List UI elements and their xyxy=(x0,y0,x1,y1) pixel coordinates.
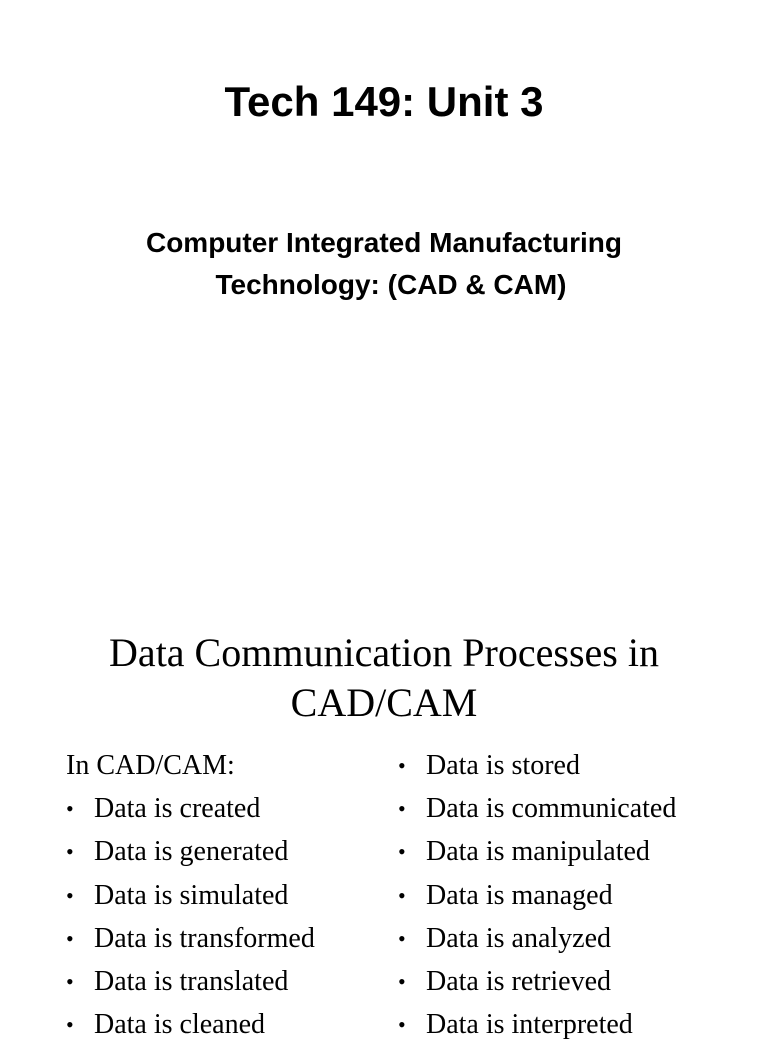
bullet-icon: • xyxy=(398,925,406,951)
list-item xyxy=(66,830,315,873)
list-item xyxy=(66,1003,315,1046)
bullet-icon: • xyxy=(66,882,74,908)
left-column xyxy=(66,744,315,1046)
list-item-text: Data is retrieved xyxy=(426,965,612,997)
left-bullet-list xyxy=(66,787,315,1046)
bullet-icon: • xyxy=(398,839,406,865)
bullet-icon: • xyxy=(398,968,406,994)
list-item-text: Data is managed xyxy=(426,879,613,911)
right-column xyxy=(398,744,676,1046)
bullet-icon: • xyxy=(66,1012,74,1038)
list-item xyxy=(398,960,676,1003)
list-item xyxy=(66,960,315,1003)
list-item xyxy=(398,1003,676,1046)
list-item-text: Data is stored xyxy=(426,750,580,781)
list-item-text: Data is analyzed xyxy=(426,922,612,954)
bullet-icon: • xyxy=(398,1012,406,1038)
bullet-icon: • xyxy=(66,968,74,994)
list-item xyxy=(66,787,315,830)
list-item-text: Data is cleaned xyxy=(94,1009,266,1041)
heading-line-2: CAD/CAM xyxy=(290,680,478,725)
slide-2-heading xyxy=(0,628,768,728)
right-bullet-list xyxy=(398,744,676,1046)
list-item-text: Data is manipulated xyxy=(426,836,650,868)
intro-text: In CAD/CAM: xyxy=(66,750,235,781)
list-item xyxy=(398,744,676,787)
list-item-text: Data is generated xyxy=(94,836,289,868)
list-item xyxy=(398,874,676,917)
subtitle-line-1: Computer Integrated Manufacturing xyxy=(145,227,622,258)
list-item-text: Data is transformed xyxy=(94,922,315,954)
bullet-icon: • xyxy=(398,753,406,778)
list-item-text: Data is simulated xyxy=(94,879,289,911)
bullet-icon: • xyxy=(66,796,74,822)
list-item-text: Data is created xyxy=(94,793,261,825)
list-item xyxy=(398,787,676,830)
list-item xyxy=(66,917,315,960)
list-item xyxy=(398,830,676,873)
subtitle-line-2: Technology: (CAD & CAM) xyxy=(215,269,567,300)
slide-data-communication xyxy=(0,576,768,1041)
bullet-icon: • xyxy=(66,925,74,951)
heading-line-1: Data Communication Processes in xyxy=(109,630,659,675)
list-item xyxy=(66,874,315,917)
list-item-text: Data is translated xyxy=(94,965,289,997)
bullet-icon: • xyxy=(66,839,74,865)
list-item-text: Data is interpreted xyxy=(426,1009,633,1041)
slide-subtitle xyxy=(0,222,768,306)
slide-title-heading: Tech 149: Unit 3 xyxy=(224,78,544,125)
bullet-icon: • xyxy=(398,796,406,822)
bullet-icon: • xyxy=(398,882,406,908)
list-item xyxy=(398,917,676,960)
list-item-text: Data is communicated xyxy=(426,793,677,825)
